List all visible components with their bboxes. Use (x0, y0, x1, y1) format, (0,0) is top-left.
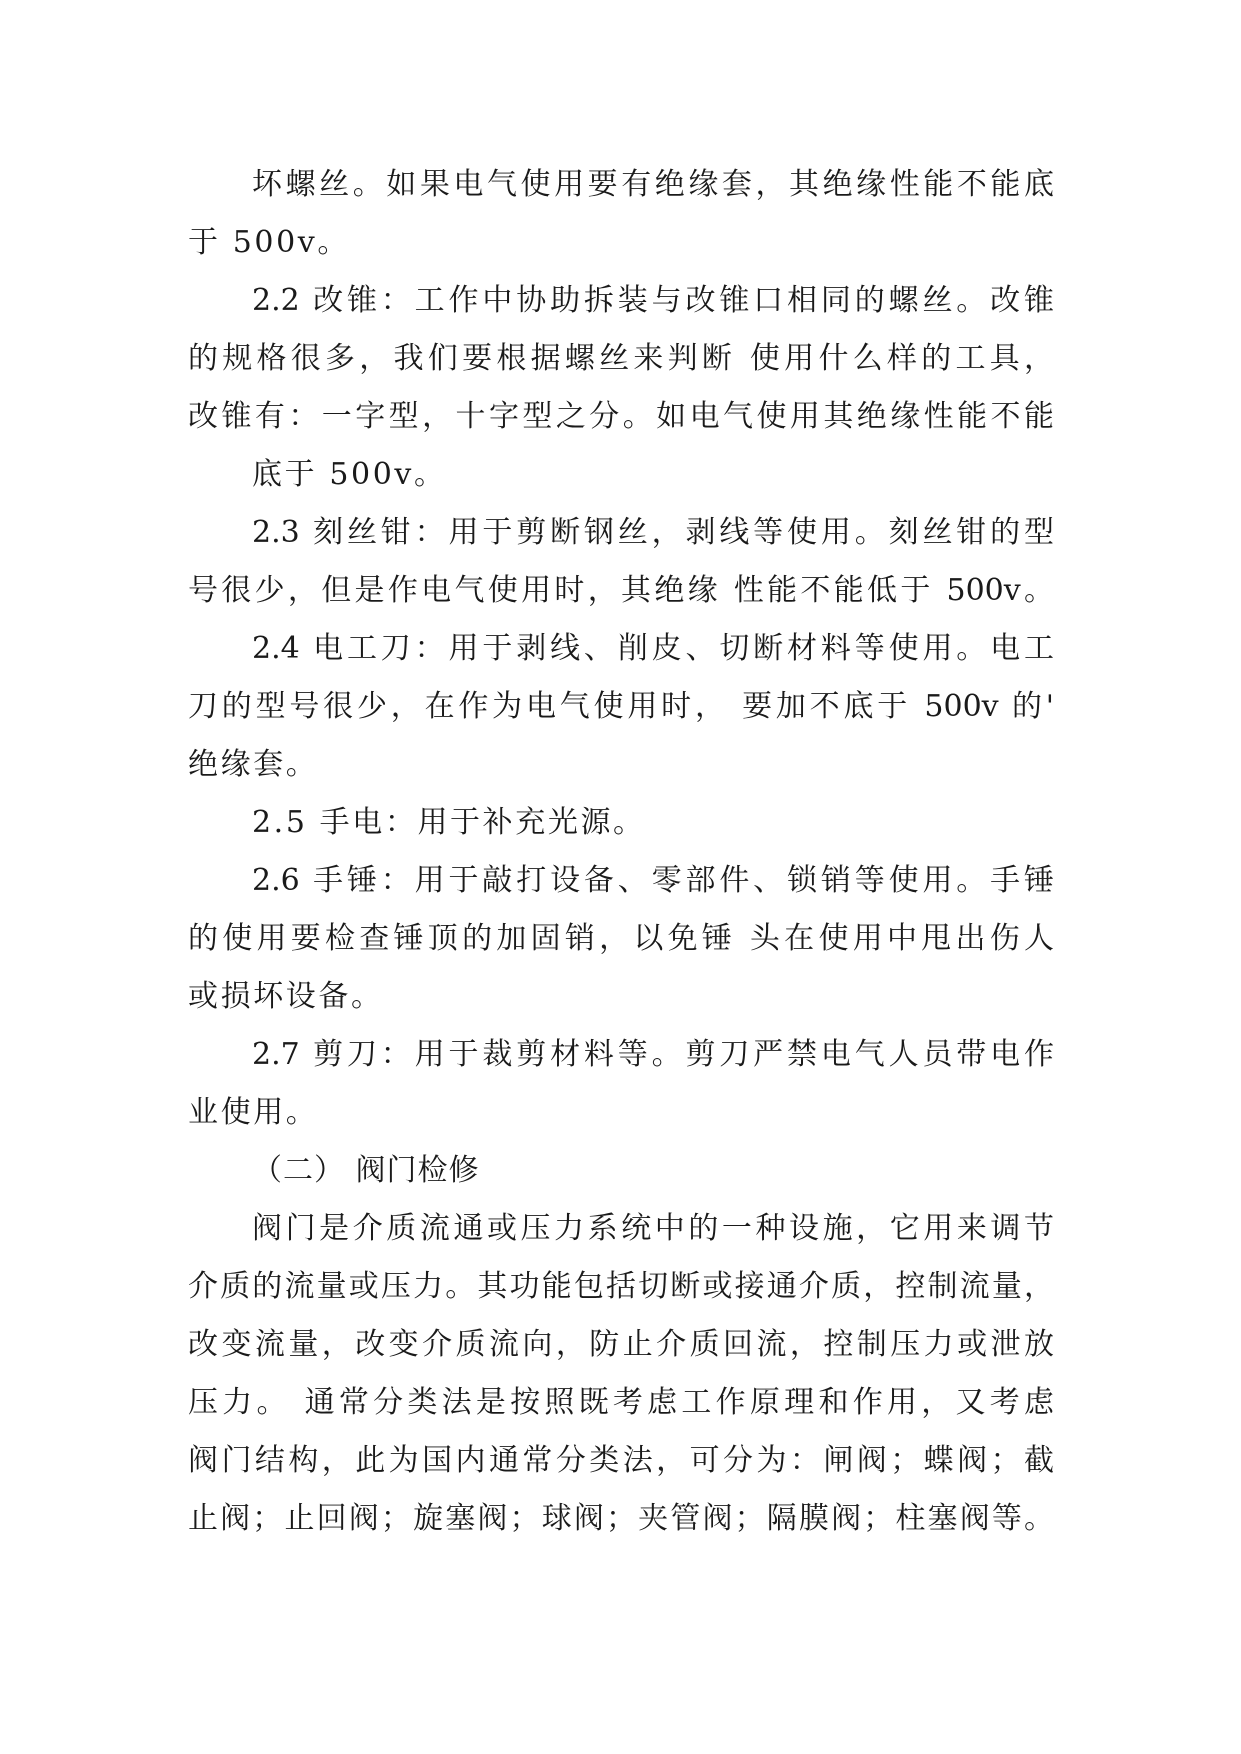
text-line: 2.2 改锥：工作中协助拆装与改锥口相同的螺丝。改锥 (252, 283, 1054, 318)
text-line: 的规格很多，我们要根据螺丝来判断 使用什么样的工具， (188, 341, 1054, 376)
text-line: 压力。 通常分类法是按照既考虑工作原理和作用，又考虑 (188, 1385, 1054, 1420)
text-line: 的使用要检查锤顶的加固销，以免锤 头在使用中甩出伤人 (188, 921, 1054, 956)
text-line: 止阀；止回阀；旋塞阀；球阀；夹管阀；隔膜阀；柱塞阀等。 (188, 1501, 1054, 1536)
text-line: 绝缘套。 (188, 747, 319, 782)
text-line: 改锥有：一字型，十字型之分。如电气使用其绝缘性能不能 (188, 399, 1054, 434)
text-line: 2.3 刻丝钳：用于剪断钢丝，剥线等使用。刻丝钳的型 (252, 515, 1054, 550)
text-line: 2.6 手锤：用于敲打设备、零部件、锁销等使用。手锤 (252, 863, 1054, 898)
text-line: 阀门结构，此为国内通常分类法，可分为：闸阀；蝶阀；截 (188, 1443, 1054, 1478)
text-line: 刀的型号很少，在作为电气使用时， 要加不底于 500v 的' (188, 689, 1054, 724)
text-line: 2.5 手电：用于补充光源。 (252, 805, 646, 840)
section-heading: （二） 阀门检修 (252, 1153, 480, 1188)
text-line: 阀门是介质流通或压力系统中的一种设施，它用来调节 (252, 1211, 1054, 1246)
text-line: 改变流量，改变介质流向，防止介质回流，控制压力或泄放 (188, 1327, 1054, 1362)
text-line: 于 500v。 (188, 225, 350, 260)
text-line: 介质的流量或压力。其功能包括切断或接通介质，控制流量， (188, 1269, 1054, 1304)
text-line: 业使用。 (188, 1095, 319, 1130)
text-line: 2.4 电工刀：用于剥线、削皮、切断材料等使用。电工 (252, 631, 1054, 666)
text-line: 2.7 剪刀：用于裁剪材料等。剪刀严禁电气人员带电作 (252, 1037, 1054, 1072)
text-line: 坏螺丝。如果电气使用要有绝缘套，其绝缘性能不能底 (252, 167, 1054, 202)
text-line: 或损坏设备。 (188, 979, 384, 1014)
text-line: 号很少，但是作电气使用时，其绝缘 性能不能低于 500v。 (188, 573, 1054, 608)
text-line: 底于 500v。 (252, 457, 447, 492)
